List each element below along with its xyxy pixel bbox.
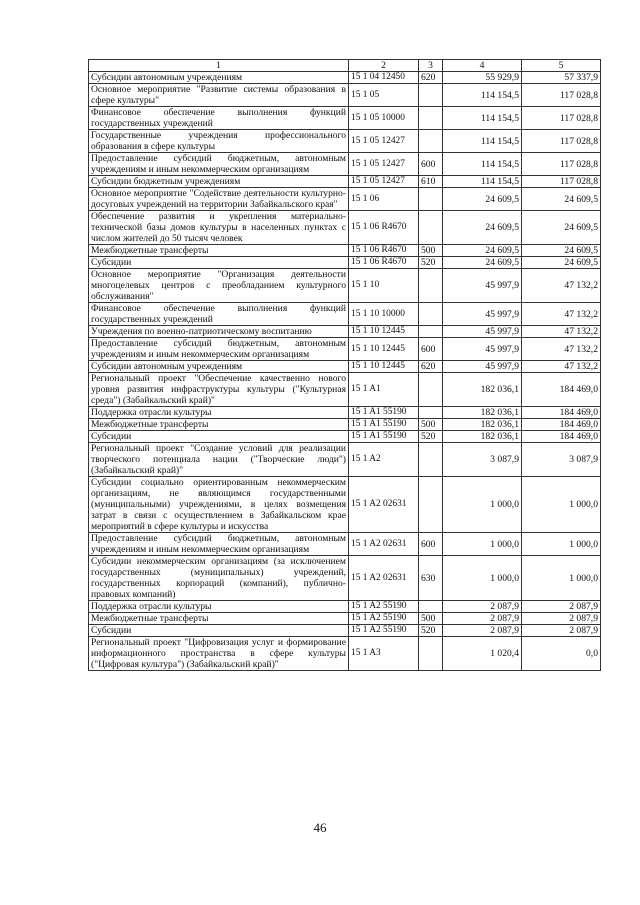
- table-row: [89, 533, 601, 556]
- row-name: Поддержка отрасли культуры: [89, 407, 349, 419]
- row-amount-col5: 117 028,8: [522, 84, 601, 107]
- table-row: [89, 373, 601, 407]
- row-code: 15 1 05 12427: [349, 153, 419, 176]
- row-name: Поддержка отрасли культуры: [89, 601, 349, 613]
- table-row: [89, 188, 601, 211]
- row-amount-col4: 55 929,9: [443, 72, 522, 84]
- row-amount-col5: 2 087,9: [522, 613, 601, 625]
- row-expense-type: 520: [419, 625, 443, 637]
- row-amount-col4: 114 154,5: [443, 153, 522, 176]
- column-number-4: 4: [443, 60, 522, 72]
- row-code: 15 1 A3: [349, 637, 419, 671]
- row-amount-col5: 24 609,5: [522, 245, 601, 257]
- table-row: [89, 407, 601, 419]
- row-amount-col4: 45 997,9: [443, 326, 522, 338]
- row-code: 15 1 A2 55190: [349, 625, 419, 637]
- row-name: Предоставление субсидий бюджетным, автономным учреждениям и иным некоммерческим организациям: [89, 533, 349, 556]
- table-row: [89, 107, 601, 130]
- row-code: 15 1 06 R4670: [349, 257, 419, 269]
- row-amount-col5: 117 028,8: [522, 176, 601, 188]
- budget-table: [88, 59, 601, 671]
- row-name: Предоставление субсидий бюджетным, автономным учреждениям и иным некоммерческим организациям: [89, 153, 349, 176]
- table-row: [89, 130, 601, 153]
- row-name: Субсидии социально ориентированным некоммерческим организациям, не являющимся государственными (муниципальными) учреждениями, в целях возмещения затрат в связи с осуществлением в Забайкальском крае мероприятий в сфере культуры и искусства: [89, 477, 349, 533]
- row-expense-type: 600: [419, 533, 443, 556]
- row-amount-col4: 182 036,1: [443, 419, 522, 431]
- row-amount-col4: 45 997,9: [443, 269, 522, 303]
- row-name: Учреждения по военно-патриотическому воспитанию: [89, 326, 349, 338]
- row-expense-type: [419, 130, 443, 153]
- row-code: 15 1 A2 02631: [349, 556, 419, 601]
- row-name: Основное мероприятие "Содействие деятельности культурно-досуговых учреждений на территории Забайкальского края": [89, 188, 349, 211]
- row-code: 15 1 06 R4670: [349, 245, 419, 257]
- table-row: [89, 419, 601, 431]
- row-amount-col4: 3 087,9: [443, 443, 522, 477]
- row-amount-col5: 2 087,9: [522, 601, 601, 613]
- row-amount-col5: 24 609,5: [522, 188, 601, 211]
- row-amount-col5: 24 609,5: [522, 211, 601, 245]
- row-name: Межбюджетные трансферты: [89, 245, 349, 257]
- row-amount-col5: 0,0: [522, 637, 601, 671]
- row-code: 15 1 05 12427: [349, 130, 419, 153]
- row-expense-type: 620: [419, 361, 443, 373]
- row-expense-type: [419, 107, 443, 130]
- table-row: [89, 176, 601, 188]
- row-amount-col5: 1 000,0: [522, 533, 601, 556]
- row-expense-type: 520: [419, 257, 443, 269]
- row-code: 15 1 10: [349, 269, 419, 303]
- row-expense-type: [419, 373, 443, 407]
- table-row: [89, 637, 601, 671]
- row-code: 15 1 A2: [349, 443, 419, 477]
- row-expense-type: [419, 211, 443, 245]
- row-code: 15 1 10 12445: [349, 326, 419, 338]
- row-amount-col5: 47 132,2: [522, 338, 601, 361]
- row-code: 15 1 A1 55190: [349, 431, 419, 443]
- row-expense-type: [419, 84, 443, 107]
- row-name: Предоставление субсидий бюджетным, автономным учреждениям и иным некоммерческим организациям: [89, 338, 349, 361]
- row-amount-col5: 57 337,9: [522, 72, 601, 84]
- row-amount-col5: 47 132,2: [522, 269, 601, 303]
- row-code: 15 1 A2 02631: [349, 533, 419, 556]
- table-row: [89, 431, 601, 443]
- row-name: Финансовое обеспечение выполнения функций государственных учреждений: [89, 107, 349, 130]
- row-amount-col4: 114 154,5: [443, 130, 522, 153]
- table-row: [89, 153, 601, 176]
- row-code: 15 1 A2 55190: [349, 613, 419, 625]
- row-code: 15 1 05: [349, 84, 419, 107]
- row-amount-col5: 184 469,0: [522, 419, 601, 431]
- row-amount-col4: 1 020,4: [443, 637, 522, 671]
- row-code: 15 1 A2 55190: [349, 601, 419, 613]
- row-amount-col5: 47 132,2: [522, 303, 601, 326]
- row-amount-col4: 1 000,0: [443, 477, 522, 533]
- row-name: Финансовое обеспечение выполнения функций государственных учреждений: [89, 303, 349, 326]
- row-name: Обеспечение развития и укрепления материально-технической базы домов культуры в населенных пунктах с числом жителей до 50 тысяч человек: [89, 211, 349, 245]
- row-name: Основное мероприятие "Развитие системы образования в сфере культуры": [89, 84, 349, 107]
- row-code: 15 1 06 R4670: [349, 211, 419, 245]
- row-amount-col5: 2 087,9: [522, 625, 601, 637]
- row-amount-col5: 117 028,8: [522, 130, 601, 153]
- table-row: [89, 338, 601, 361]
- table-body: [89, 60, 601, 671]
- row-amount-col4: 45 997,9: [443, 303, 522, 326]
- row-expense-type: [419, 303, 443, 326]
- row-amount-col5: 47 132,2: [522, 326, 601, 338]
- row-amount-col4: 24 609,5: [443, 211, 522, 245]
- row-name: Региональный проект "Цифровизация услуг и формирование информационного пространства в сфере культуры ("Цифровая культура") (Забайкальский край)": [89, 637, 349, 671]
- row-code: 15 1 A1 55190: [349, 407, 419, 419]
- row-name: Субсидии: [89, 625, 349, 637]
- row-expense-type: [419, 477, 443, 533]
- row-code: 15 1 10 12445: [349, 361, 419, 373]
- row-amount-col4: 2 087,9: [443, 625, 522, 637]
- row-amount-col5: 117 028,8: [522, 107, 601, 130]
- table-row: [89, 245, 601, 257]
- row-amount-col4: 45 997,9: [443, 338, 522, 361]
- row-expense-type: 600: [419, 153, 443, 176]
- row-amount-col4: 114 154,5: [443, 176, 522, 188]
- row-name: Субсидии автономным учреждениям: [89, 72, 349, 84]
- row-expense-type: 500: [419, 245, 443, 257]
- table-row: [89, 625, 601, 637]
- row-amount-col4: 2 087,9: [443, 613, 522, 625]
- row-amount-col4: 182 036,1: [443, 373, 522, 407]
- table-row: [89, 443, 601, 477]
- table-row: [89, 72, 601, 84]
- row-name: Основное мероприятие "Организация деятельности многоцелевых центров с преобладанием культурного обслуживания": [89, 269, 349, 303]
- row-amount-col5: 1 000,0: [522, 477, 601, 533]
- row-name: Субсидии автономным учреждениям: [89, 361, 349, 373]
- row-expense-type: [419, 269, 443, 303]
- column-number-row: [89, 60, 601, 72]
- row-name: Межбюджетные трансферты: [89, 419, 349, 431]
- row-amount-col5: 117 028,8: [522, 153, 601, 176]
- row-amount-col4: 1 000,0: [443, 533, 522, 556]
- column-number-2: 2: [349, 60, 419, 72]
- row-amount-col4: 45 997,9: [443, 361, 522, 373]
- row-amount-col4: 182 036,1: [443, 431, 522, 443]
- row-expense-type: 610: [419, 176, 443, 188]
- row-name: Региональный проект "Создание условий для реализации творческого потенциала нации ("Творческие люди") (Забайкальский край)": [89, 443, 349, 477]
- column-number-1: 1: [89, 60, 349, 72]
- column-number-3: 3: [419, 60, 443, 72]
- table-row: [89, 477, 601, 533]
- row-expense-type: 520: [419, 431, 443, 443]
- row-amount-col4: 24 609,5: [443, 257, 522, 269]
- row-name: Субсидии бюджетным учреждениям: [89, 176, 349, 188]
- row-expense-type: [419, 443, 443, 477]
- row-name: Межбюджетные трансферты: [89, 613, 349, 625]
- row-name: Государственные учреждения профессионального образования в сфере культуры: [89, 130, 349, 153]
- row-code: 15 1 05 10000: [349, 107, 419, 130]
- table-row: [89, 326, 601, 338]
- row-code: 15 1 A1 55190: [349, 419, 419, 431]
- row-expense-type: [419, 601, 443, 613]
- column-number-5: 5: [522, 60, 601, 72]
- row-amount-col5: 184 469,0: [522, 407, 601, 419]
- row-code: 15 1 04 12450: [349, 72, 419, 84]
- table-row: [89, 211, 601, 245]
- table-row: [89, 601, 601, 613]
- row-code: 15 1 A1: [349, 373, 419, 407]
- row-expense-type: [419, 637, 443, 671]
- row-amount-col5: 24 609,5: [522, 257, 601, 269]
- row-name: Субсидии некоммерческим организациям (за исключением государственных (муниципальных) учреждений, государственных корпораций (компаний), публично-правовых компаний): [89, 556, 349, 601]
- row-amount-col4: 1 000,0: [443, 556, 522, 601]
- table-row: [89, 361, 601, 373]
- row-code: 15 1 10 12445: [349, 338, 419, 361]
- row-amount-col4: 114 154,5: [443, 107, 522, 130]
- row-amount-col5: 3 087,9: [522, 443, 601, 477]
- row-name: Субсидии: [89, 257, 349, 269]
- row-code: 15 1 A2 02631: [349, 477, 419, 533]
- row-name: Региональный проект "Обеспечение качественно нового уровня развития инфраструктуры культуры ("Культурная среда") (Забайкальский край)": [89, 373, 349, 407]
- row-expense-type: 620: [419, 72, 443, 84]
- row-amount-col4: 2 087,9: [443, 601, 522, 613]
- row-amount-col5: 184 469,0: [522, 431, 601, 443]
- row-expense-type: 500: [419, 419, 443, 431]
- table-row: [89, 303, 601, 326]
- row-expense-type: [419, 326, 443, 338]
- table-row: [89, 84, 601, 107]
- row-amount-col4: 24 609,5: [443, 188, 522, 211]
- table-row: [89, 269, 601, 303]
- table-row: [89, 257, 601, 269]
- row-expense-type: 600: [419, 338, 443, 361]
- row-amount-col4: 24 609,5: [443, 245, 522, 257]
- row-code: 15 1 05 12427: [349, 176, 419, 188]
- row-name: Субсидии: [89, 431, 349, 443]
- row-amount-col5: 47 132,2: [522, 361, 601, 373]
- row-amount-col5: 184 469,0: [522, 373, 601, 407]
- row-code: 15 1 06: [349, 188, 419, 211]
- row-amount-col4: 114 154,5: [443, 84, 522, 107]
- row-amount-col4: 182 036,1: [443, 407, 522, 419]
- table-row: [89, 613, 601, 625]
- table-row: [89, 556, 601, 601]
- row-expense-type: [419, 407, 443, 419]
- row-expense-type: 500: [419, 613, 443, 625]
- row-code: 15 1 10 10000: [349, 303, 419, 326]
- page-number: 46: [313, 820, 327, 835]
- row-expense-type: 630: [419, 556, 443, 601]
- row-amount-col5: 1 000,0: [522, 556, 601, 601]
- row-expense-type: [419, 188, 443, 211]
